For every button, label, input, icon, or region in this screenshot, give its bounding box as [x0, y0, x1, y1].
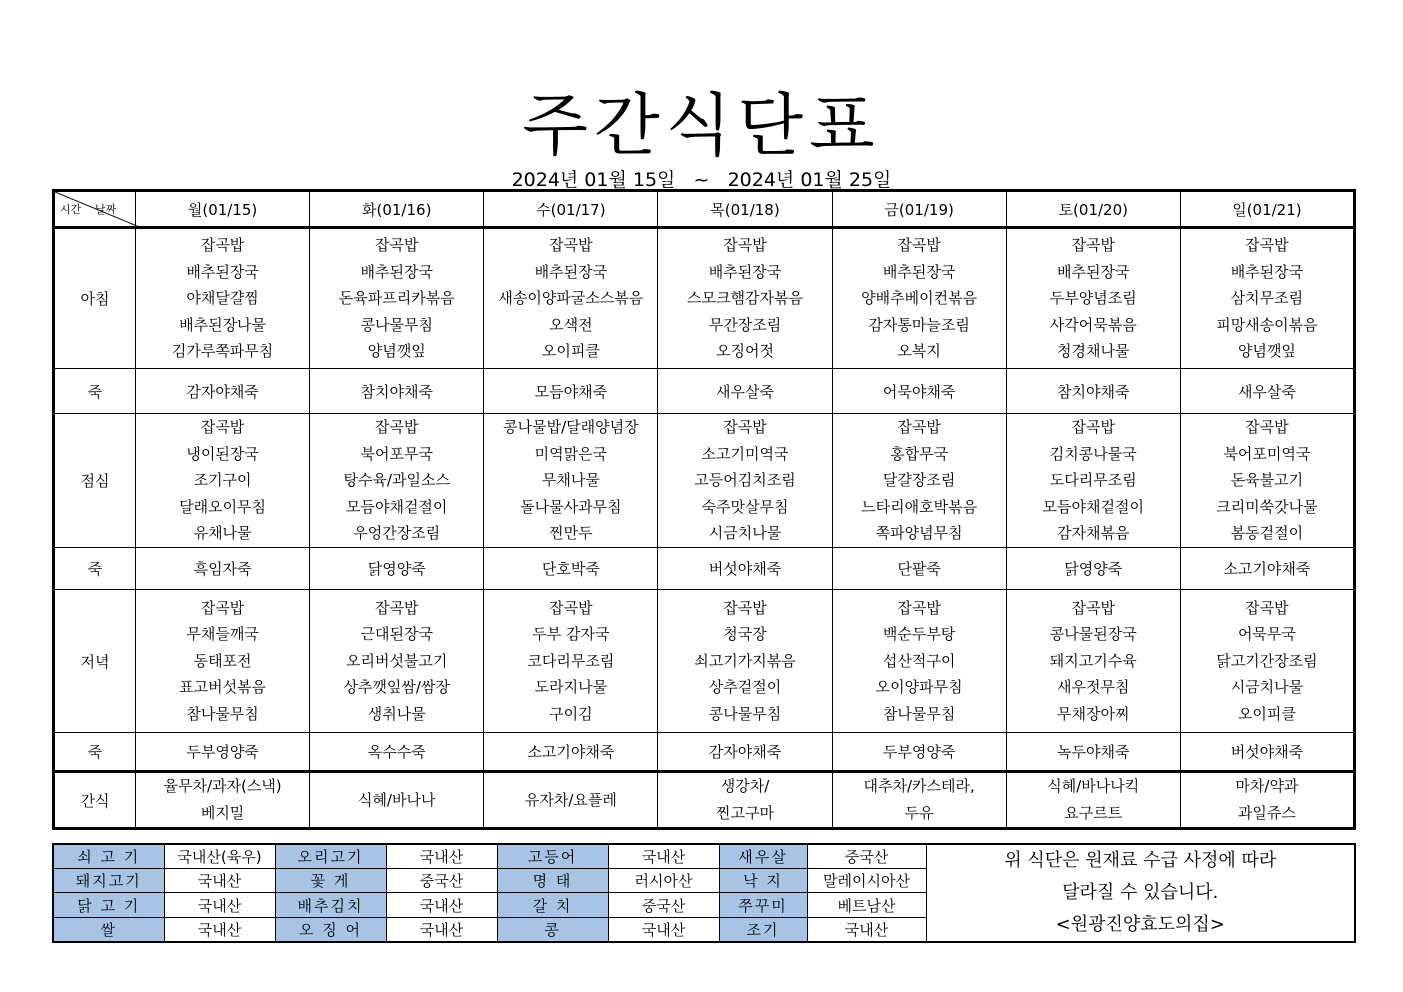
menu-item: 쇠고기가지볶음	[694, 651, 796, 670]
origin-country: 중국산	[608, 893, 719, 917]
menu-item: 배추된장국	[534, 262, 608, 281]
origin-country: 중국산	[807, 844, 926, 869]
menu-item: 상추깻잎쌈/쌈장	[343, 678, 450, 697]
meal-cell	[136, 590, 310, 733]
snack-cell	[1180, 772, 1354, 829]
menu-item: 배추된장국	[882, 262, 956, 281]
menu-item: 잡곡밥	[1071, 418, 1116, 437]
menu-item: 유채나물	[193, 524, 252, 543]
menu-item: 섭산적구이	[882, 651, 956, 670]
menu-item: 콩나물무침	[360, 315, 433, 334]
menu-item: 감자채볶음	[1057, 524, 1130, 543]
origin-ingredient: 콩	[497, 917, 608, 942]
menu-item: 표고버섯볶음	[179, 678, 267, 697]
snack-item: 대추차/카스테라,	[863, 777, 975, 795]
date-range: 2024년 01월 15일 ~ 2024년 01월 25일	[511, 169, 892, 191]
corner-time-label: 시간	[60, 203, 82, 216]
snack-row	[54, 772, 1355, 829]
meal-cell	[832, 590, 1006, 733]
origin-ingredient: 쭈꾸미	[719, 893, 807, 917]
origin-ingredient: 쇠 고 기	[53, 844, 164, 869]
menu-item: 달래오이무침	[179, 497, 267, 516]
origin-ingredient: 돼지고기	[53, 869, 164, 893]
note-line: 위 식단은 원재료 수급 사정에 따라	[1004, 850, 1277, 871]
menu-item: 시금치나물	[708, 524, 782, 543]
menu-item: 숙주맛살무침	[701, 497, 789, 516]
menu-item: 배추된장국	[186, 262, 259, 281]
porridge-cell: 참치야채죽	[310, 369, 484, 414]
meal-cell	[658, 414, 832, 548]
menu-item: 상추겉절이	[708, 678, 782, 697]
origin-country: 국내산(육우)	[164, 844, 275, 869]
menu-item: 돈육불고기	[1230, 471, 1304, 490]
origin-country: 국내산	[164, 893, 275, 917]
menu-item: 잡곡밥	[1245, 418, 1289, 437]
menu-item: 오이피클	[541, 342, 600, 361]
origin-country: 베트남산	[807, 893, 926, 917]
porridge-cell: 흑임자죽	[136, 548, 310, 590]
menu-item: 근대된장국	[360, 625, 433, 644]
meal-cell	[658, 228, 832, 369]
menu-item: 콩나물된장국	[1049, 625, 1137, 644]
menu-item: 배추된장국	[360, 262, 433, 281]
menu-item: 미역맑은국	[534, 444, 608, 463]
menu-item: 구이김	[549, 704, 593, 723]
origin-ingredient: 쌀	[53, 917, 164, 942]
menu-item: 참나물무침	[186, 704, 259, 723]
origin-country: 국내산	[164, 869, 275, 893]
porridge-row	[54, 369, 1355, 414]
menu-item: 오이피클	[1237, 704, 1296, 723]
menu-item: 크리미쑥갓나물	[1216, 497, 1318, 516]
origin-row	[53, 844, 1355, 869]
menu-item: 소고기미역국	[701, 444, 789, 463]
meal-row	[54, 228, 1355, 369]
note-line: 달라질 수 있습니다.	[1062, 882, 1219, 903]
origin-table	[52, 843, 1356, 943]
snack-item: 과일쥬스	[1237, 804, 1296, 822]
meal-cell	[484, 414, 658, 548]
menu-item: 피망새송이볶음	[1216, 315, 1318, 334]
menu-item: 도라지나물	[534, 678, 608, 697]
origin-ingredient: 오리고기	[275, 844, 386, 869]
origin-country: 국내산	[608, 844, 719, 869]
origin-ingredient: 오 징 어	[275, 917, 386, 942]
menu-item: 잡곡밥	[1245, 598, 1289, 617]
day-header: 목(01/18)	[658, 191, 832, 228]
menu-item: 돌나물사과무침	[520, 497, 622, 516]
snack-item: 식혜/바나나킥	[1047, 777, 1140, 795]
menu-item: 오이양파무침	[875, 678, 963, 697]
menu-item: 배추된장국	[1230, 262, 1304, 281]
snack-cell	[310, 772, 484, 829]
menu-item: 참나물무침	[882, 704, 956, 723]
menu-item: 무채장아찌	[1057, 704, 1130, 723]
snack-item: 요구르트	[1064, 804, 1123, 822]
header-row	[54, 191, 1355, 228]
menu-item: 도다리무조림	[1049, 471, 1137, 490]
menu-item: 잡곡밥	[723, 236, 767, 255]
origin-country: 말레이시아산	[807, 869, 926, 893]
meal-cell	[832, 414, 1006, 548]
meal-cell	[310, 228, 484, 369]
menu-item: 잡곡밥	[897, 598, 941, 617]
origin-ingredient: 조기	[719, 917, 807, 942]
menu-item: 무간장조림	[708, 315, 782, 334]
origin-country: 국내산	[807, 917, 926, 942]
snack-item: 생강차/	[720, 777, 770, 795]
menu-item: 찐만두	[549, 524, 593, 543]
porridge-cell: 새우살죽	[1180, 369, 1354, 414]
menu-item: 우엉간장조림	[353, 524, 441, 543]
snack-item: 베지밀	[200, 804, 245, 822]
menu-item: 삼치무조림	[1230, 289, 1304, 308]
day-header: 월(01/15)	[136, 191, 310, 228]
menu-item: 백순두부탕	[882, 625, 956, 644]
menu-item: 돈육파프리카볶음	[338, 289, 455, 308]
meal-row	[54, 414, 1355, 548]
meal-cell	[136, 228, 310, 369]
snack-cell	[832, 772, 1006, 829]
origin-ingredient: 낙 지	[719, 869, 807, 893]
menu-item: 콩나물무침	[708, 704, 782, 723]
porridge-label: 죽	[54, 733, 136, 772]
porridge-cell: 감자야채죽	[136, 369, 310, 414]
menu-item: 잡곡밥	[723, 418, 767, 437]
meal-cell	[1006, 228, 1180, 369]
snack-cell	[484, 772, 658, 829]
meal-cell	[658, 590, 832, 733]
snack-item: 유자차/요플레	[524, 790, 617, 809]
menu-item: 오복지	[897, 342, 941, 361]
meal-cell	[310, 414, 484, 548]
corner-date-label: 날짜	[95, 203, 117, 216]
menu-item: 달걀장조림	[882, 471, 956, 490]
porridge-cell: 모듬야채죽	[484, 369, 658, 414]
menu-item: 모듬야채겉절이	[345, 497, 448, 516]
origin-country: 국내산	[386, 844, 497, 869]
porridge-cell: 녹두야채죽	[1006, 733, 1180, 772]
meal-label: 아침	[54, 228, 136, 369]
menu-item: 스모크햄감자볶음	[687, 289, 803, 308]
menu-item: 돼지고기수육	[1049, 651, 1137, 670]
menu-item: 닭고기간장조림	[1216, 651, 1318, 670]
menu-item: 콩나물밥/달래양념장	[503, 418, 639, 437]
porridge-cell: 소고기야채죽	[484, 733, 658, 772]
menu-item: 잡곡밥	[549, 598, 593, 617]
menu-item: 탕수육/과일소스	[343, 471, 450, 490]
menu-item: 북어포미역국	[1223, 444, 1311, 463]
weekly-menu-table	[52, 189, 1356, 830]
origin-country: 국내산	[164, 917, 275, 942]
origin-ingredient: 고등어	[497, 844, 608, 869]
note-line: <원광진양효도의집>	[1055, 914, 1225, 935]
menu-item: 잡곡밥	[897, 236, 941, 255]
menu-item: 어묵무국	[1237, 625, 1296, 644]
day-header: 금(01/19)	[832, 191, 1006, 228]
origin-country: 국내산	[386, 893, 497, 917]
porridge-cell: 어묵야채죽	[832, 369, 1006, 414]
menu-item: 잡곡밥	[374, 418, 419, 437]
snack-item: 율무차/과자(스낵)	[163, 777, 282, 795]
menu-item: 생취나물	[367, 704, 426, 723]
menu-item: 홍합무국	[890, 444, 949, 463]
origin-country: 국내산	[608, 917, 719, 942]
meal-cell	[310, 590, 484, 733]
menu-item: 조기구이	[193, 471, 252, 490]
menu-item: 모듬야채겉절이	[1042, 497, 1144, 516]
snack-item: 식혜/바나나	[357, 790, 436, 809]
menu-item: 잡곡밥	[374, 598, 419, 617]
menu-item: 오징어젓	[716, 342, 774, 361]
menu-item: 잡곡밥	[1071, 236, 1116, 255]
day-header: 화(01/16)	[310, 191, 484, 228]
menu-item: 잡곡밥	[897, 418, 941, 437]
menu-item: 야채달걀찜	[186, 289, 259, 308]
meal-cell	[136, 414, 310, 548]
menu-item: 무채들깨국	[186, 625, 259, 644]
menu-item: 냉이된장국	[186, 444, 259, 463]
meal-cell	[484, 228, 658, 369]
menu-item: 양념깻잎	[367, 342, 426, 361]
menu-item: 느타리애호박볶음	[861, 497, 978, 516]
menu-item: 동태포전	[193, 651, 252, 670]
origin-country: 중국산	[386, 869, 497, 893]
menu-item: 잡곡밥	[374, 236, 419, 255]
menu-item: 잡곡밥	[200, 236, 245, 255]
menu-item: 잡곡밥	[1071, 598, 1116, 617]
menu-item: 코다리무조림	[527, 651, 615, 670]
porridge-cell: 버섯야채죽	[658, 548, 832, 590]
menu-item: 고등어김치조림	[694, 471, 796, 490]
menu-item: 잡곡밥	[1245, 236, 1289, 255]
menu-item: 오색전	[549, 315, 593, 334]
porridge-cell: 두부영양죽	[832, 733, 1006, 772]
menu-item: 배추된장국	[708, 262, 782, 281]
menu-item: 잡곡밥	[200, 598, 245, 617]
menu-item: 청국장	[723, 625, 767, 644]
meal-label: 저녁	[54, 590, 136, 733]
meal-cell	[1180, 414, 1354, 548]
snack-cell	[658, 772, 832, 829]
snack-cell	[136, 772, 310, 829]
meal-cell	[832, 228, 1006, 369]
porridge-cell: 새우살죽	[658, 369, 832, 414]
menu-item: 잡곡밥	[549, 236, 593, 255]
meal-cell	[484, 590, 658, 733]
day-header: 수(01/17)	[484, 191, 658, 228]
origin-note	[926, 844, 1355, 942]
menu-item: 새우젓무침	[1057, 678, 1130, 697]
meal-label: 점심	[54, 414, 136, 548]
porridge-cell: 단팥죽	[832, 548, 1006, 590]
menu-item: 배추된장국	[1057, 262, 1130, 281]
porridge-cell: 닭영양죽	[1006, 548, 1180, 590]
snack-label: 간식	[54, 772, 136, 829]
meal-cell	[1006, 590, 1180, 733]
menu-item: 양념깻잎	[1237, 342, 1296, 361]
snack-item: 두유	[904, 804, 934, 822]
menu-item: 청경채나물	[1057, 342, 1130, 361]
menu-item: 두부 감자국	[532, 625, 610, 644]
menu-item: 잡곡밥	[723, 598, 767, 617]
snack-item: 마차/약과	[1235, 777, 1299, 795]
menu-item: 북어포무국	[360, 444, 433, 463]
porridge-cell: 소고기야채죽	[1180, 548, 1354, 590]
menu-item: 감자통마늘조림	[868, 315, 970, 334]
menu-item: 새송이양파굴소스볶음	[498, 289, 644, 308]
origin-ingredient: 명 태	[497, 869, 608, 893]
menu-item: 오리버섯불고기	[345, 651, 448, 670]
menu-item: 양배추베이컨볶음	[861, 289, 978, 308]
menu-item: 쪽파양념무침	[875, 524, 963, 543]
porridge-label: 죽	[54, 369, 136, 414]
origin-ingredient: 새우살	[719, 844, 807, 869]
page-title: 주간식단표	[522, 87, 881, 166]
snack-item: 찐고구마	[716, 804, 774, 822]
menu-item: 사각어묵볶음	[1049, 315, 1137, 334]
menu-item: 김치콩나물국	[1049, 444, 1137, 463]
snack-cell	[1006, 772, 1180, 829]
origin-ingredient: 꽃 게	[275, 869, 386, 893]
day-header: 일(01/21)	[1180, 191, 1354, 228]
origin-ingredient: 갈 치	[497, 893, 608, 917]
porridge-cell: 닭영양죽	[310, 548, 484, 590]
header-corner	[54, 191, 136, 228]
porridge-row	[54, 548, 1355, 590]
menu-item: 시금치나물	[1230, 678, 1304, 697]
porridge-cell: 단호박죽	[484, 548, 658, 590]
meal-cell	[1180, 590, 1354, 733]
porridge-label: 죽	[54, 548, 136, 590]
origin-ingredient: 배추김치	[275, 893, 386, 917]
porridge-cell: 옥수수죽	[310, 733, 484, 772]
meal-cell	[1006, 414, 1180, 548]
menu-item: 김가루쪽파무침	[171, 342, 274, 361]
porridge-cell: 버섯야채죽	[1180, 733, 1354, 772]
origin-country: 러시아산	[608, 869, 719, 893]
origin-country: 국내산	[386, 917, 497, 942]
menu-item: 무채나물	[541, 471, 600, 490]
menu-item: 잡곡밥	[200, 418, 245, 437]
porridge-cell: 참치야채죽	[1006, 369, 1180, 414]
meal-row	[54, 590, 1355, 733]
porridge-cell: 감자야채죽	[658, 733, 832, 772]
porridge-row	[54, 733, 1355, 772]
origin-ingredient: 닭 고 기	[53, 893, 164, 917]
menu-item: 봄동겉절이	[1230, 524, 1304, 543]
menu-item: 배추된장나물	[179, 315, 267, 334]
menu-item: 두부양념조림	[1049, 289, 1137, 308]
porridge-cell: 두부영양죽	[136, 733, 310, 772]
day-header: 토(01/20)	[1006, 191, 1180, 228]
meal-cell	[1180, 228, 1354, 369]
